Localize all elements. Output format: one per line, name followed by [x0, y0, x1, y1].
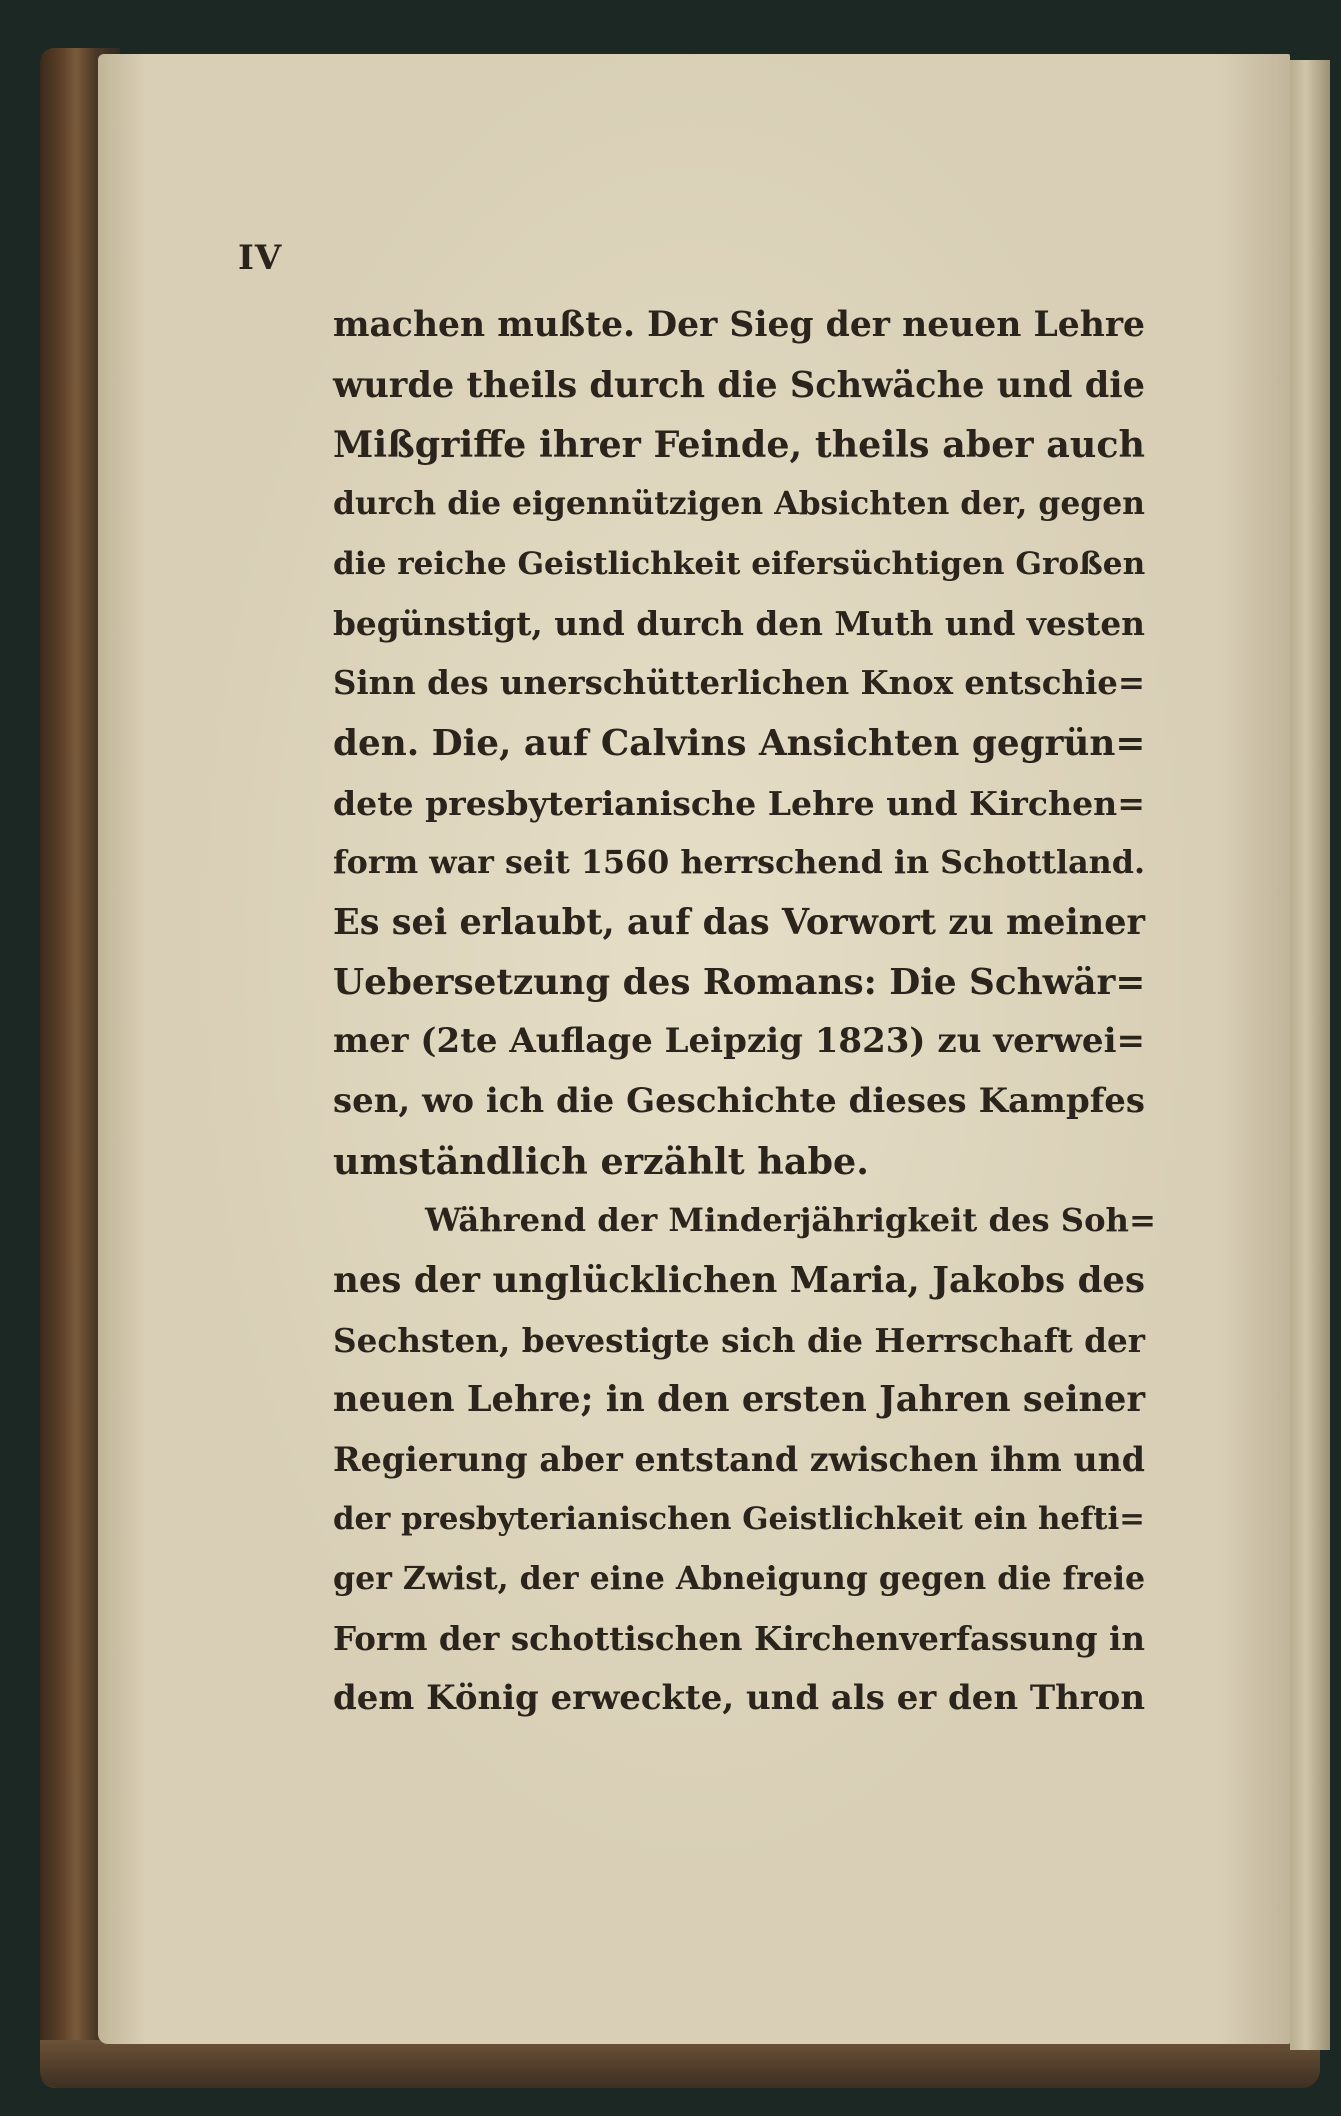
text-line: wurde theils durch die Schwäche und die: [333, 364, 1145, 406]
page-text: [333, 296, 1156, 1729]
text-line: durch die eigennützigen Absichten der, gegen: [333, 486, 1145, 523]
text-line: Während der Minderjährigkeit des Soh=: [425, 1201, 1156, 1240]
adjacent-page-edge: [1290, 60, 1330, 2050]
text-line: sen, wo ich die Geschichte dieses Kampfes: [333, 1080, 1145, 1121]
text-line: form war seit 1560 herrschend in Schottland.: [333, 844, 1145, 882]
text-line: umständlich erzählt habe.: [333, 1139, 869, 1183]
text-line: die reiche Geistlichkeit eifersüchtigen Großen: [333, 545, 1146, 582]
text-line: Sinn des unerschütterlichen Knox entschie=: [333, 664, 1145, 703]
text-line: Regierung aber entstand zwischen ihm und: [333, 1440, 1145, 1480]
text-line: machen mußte. Der Sieg der neuen Lehre: [333, 305, 1145, 345]
text-line: Uebersetzung des Romans: Die Schwär=: [333, 960, 1146, 1003]
text-line: Form der schottischen Kirchenverfassung in: [333, 1619, 1145, 1659]
page-number: IV: [238, 238, 283, 278]
text-line: dete presbyterianische Lehre und Kirchen=: [333, 783, 1145, 823]
text-line: Sechsten, bevestigte sich die Herrschaft der: [333, 1320, 1145, 1360]
text-line: dem König erweckte, und als er den Thron: [333, 1677, 1145, 1718]
text-line: neuen Lehre; in den ersten Jahren seiner: [333, 1379, 1145, 1421]
text-line: der presbyterianischen Geistlichkeit ein hefti=: [333, 1500, 1145, 1537]
text-line: ger Zwist, der eine Abneigung gegen die freie: [333, 1560, 1146, 1598]
text-line: begünstigt, und durch den Muth und vesten: [333, 604, 1145, 644]
text-line: nes der unglücklichen Maria, Jakobs des: [333, 1260, 1145, 1301]
text-line: mer (2te Auflage Leipzig 1823) zu verwei=: [333, 1021, 1145, 1062]
text-line: den. Die, auf Calvins Ansichten gegrün=: [333, 721, 1146, 764]
book-cover-bottom: [40, 2040, 1320, 2088]
text-line: Es sei erlaubt, auf das Vorwort zu meiner: [333, 901, 1145, 943]
text-line: Mißgriffe ihrer Feinde, theils aber auch: [333, 423, 1145, 467]
